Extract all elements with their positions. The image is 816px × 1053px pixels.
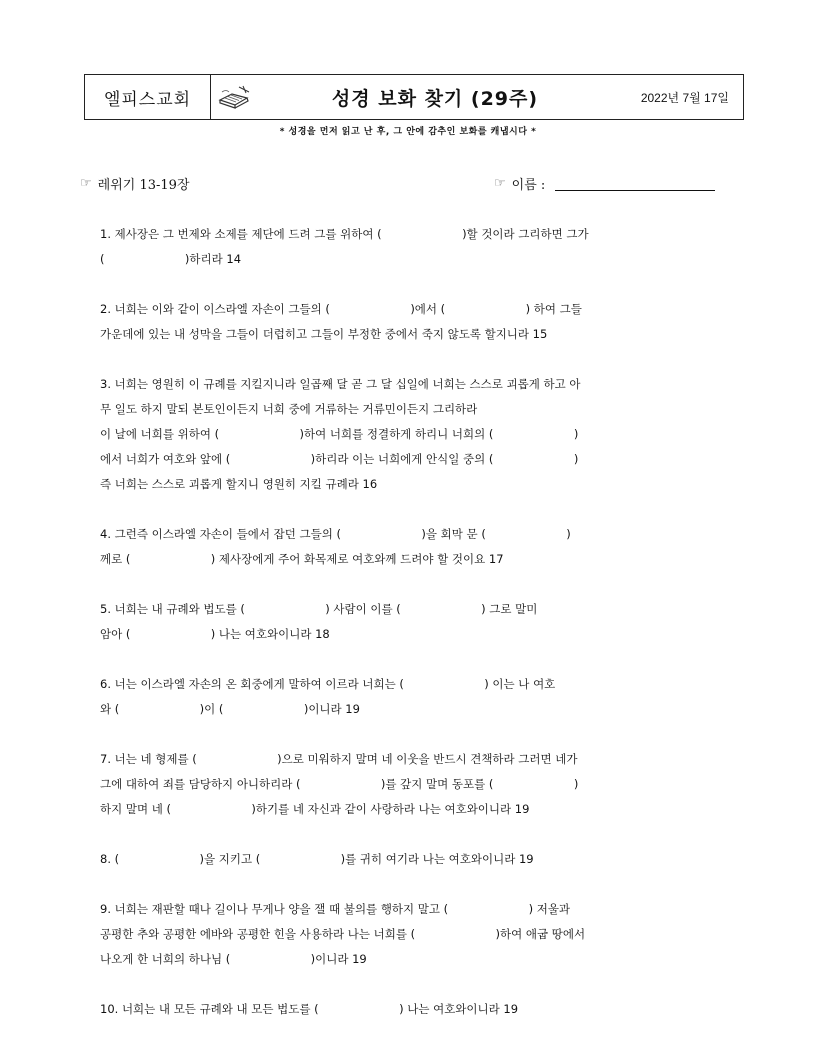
- question-line: 8. ( )을 지키고 ( )를 귀히 여기라 나는 여호와이니라 19: [100, 852, 534, 866]
- question-line: 3. 너희는 영원히 이 규례를 지킬지니라 일곱째 달 곧 그 달 십일에 너희는 스스로 괴롭게 하고 아: [100, 377, 581, 391]
- pointing-hand-icon: ☞: [494, 176, 506, 191]
- question-line: 암아 ( ) 나는 여호와이니라 18: [100, 627, 330, 641]
- question-item: [100, 522, 727, 572]
- question-spacer: [100, 722, 727, 747]
- page-title: 성경 보화 찾기 (29주): [331, 87, 539, 110]
- question-line: 그에 대하여 죄를 담당하지 아니하리라 ( )를 갚지 말며 동포를 ( ): [100, 777, 579, 791]
- question-spacer: [100, 872, 727, 897]
- question-line: 1. 제사장은 그 번제와 소제를 제단에 드려 그를 위하여 ( )할 것이라 그리하면 그가: [100, 227, 589, 241]
- question-spacer: [100, 972, 727, 997]
- question-line: 6. 너는 이스라엘 자손의 온 회중에게 말하여 이르라 너희는 ( ) 이는 나 여호: [100, 677, 556, 691]
- name-label: 이름 :: [511, 178, 546, 193]
- question-line: 에서 너희가 여호와 앞에 ( )하리라 이는 너희에게 안식일 중의 ( ): [100, 452, 579, 466]
- question-item: [100, 372, 727, 497]
- passage-text: 레위기 13-19장: [97, 178, 190, 193]
- question-spacer: [100, 572, 727, 597]
- question-item: [100, 297, 727, 347]
- question-item: [100, 997, 727, 1022]
- name-field: [494, 174, 715, 193]
- question-line: 하지 말며 네 ( )하기를 네 자신과 같이 사랑하라 나는 여호와이니라 19: [100, 802, 530, 816]
- question-line: 공평한 추와 공평한 에바와 공평한 힌을 사용하라 나는 너희를 ( )하여 애굽 땅에서: [100, 927, 586, 941]
- question-spacer: [100, 272, 727, 297]
- open-bible-icon: [217, 84, 253, 112]
- question-line: 5. 너희는 내 규례와 법도를 ( ) 사람이 이를 ( ) 그로 말미: [100, 602, 538, 616]
- question-item: [100, 897, 727, 972]
- question-line: 7. 너는 네 형제를 ( )으로 미워하지 말며 네 이웃을 반드시 견책하라 그러면 네가: [100, 752, 578, 766]
- question-line: 께로 ( ) 제사장에게 주어 화목제로 여호와께 드려야 할 것이요 17: [100, 552, 504, 566]
- question-item: [100, 672, 727, 722]
- question-line: 즉 너희는 스스로 괴롭게 할지니 영원히 지킬 규례라 16: [100, 477, 378, 491]
- worksheet-date: 2022년 7월 17일: [640, 90, 729, 105]
- question-line: 4. 그런즉 이스라엘 자손이 들에서 잡던 그들의 ( )을 회막 문 ( ): [100, 527, 571, 541]
- church-name: 엘피스교회: [85, 75, 211, 119]
- question-spacer: [100, 822, 727, 847]
- question-spacer: [100, 497, 727, 522]
- question-item: [100, 847, 727, 872]
- question-line: 무 일도 하지 말되 본토인이든지 너희 중에 거류하는 거류민이든지 그리하라: [100, 402, 478, 416]
- question-line: 2. 너희는 이와 같이 이스라엘 자손이 그들의 ( )에서 ( ) 하여 그들: [100, 302, 582, 316]
- question-spacer: [100, 347, 727, 372]
- question-item: [100, 222, 727, 272]
- pointing-hand-icon: ☞: [80, 176, 92, 191]
- question-line: 9. 너희는 재판할 때나 길이나 무게나 양을 잴 때 불의를 행하지 말고 ( ) 저울과: [100, 902, 571, 916]
- question-spacer: [100, 647, 727, 672]
- passage-reference: [80, 174, 190, 193]
- question-item: [100, 597, 727, 647]
- header-box: [84, 74, 744, 120]
- question-item: [100, 747, 727, 822]
- question-line: 와 ( )이 ( )이니라 19: [100, 702, 360, 716]
- question-line: 10. 너희는 내 모든 규례와 내 모든 법도를 ( ) 나는 여호와이니라 19: [100, 1002, 519, 1016]
- questions-list: [100, 222, 727, 1022]
- question-line: 나오게 한 너희의 하나님 ( )이니라 19: [100, 952, 367, 966]
- name-blank[interactable]: [555, 176, 715, 191]
- question-line: 가운데에 있는 내 성막을 그들이 더럽히고 그들이 부정한 중에서 죽지 않도록 할지니라 15: [100, 327, 548, 341]
- instruction-text: * 성경을 먼저 읽고 난 후, 그 안에 감추인 보화를 캐냅시다 *: [279, 127, 537, 137]
- question-line: ( )하리라 14: [100, 252, 242, 266]
- question-line: 이 날에 너희를 위하여 ( )하여 너희를 정결하게 하리니 너희의 ( ): [100, 427, 579, 441]
